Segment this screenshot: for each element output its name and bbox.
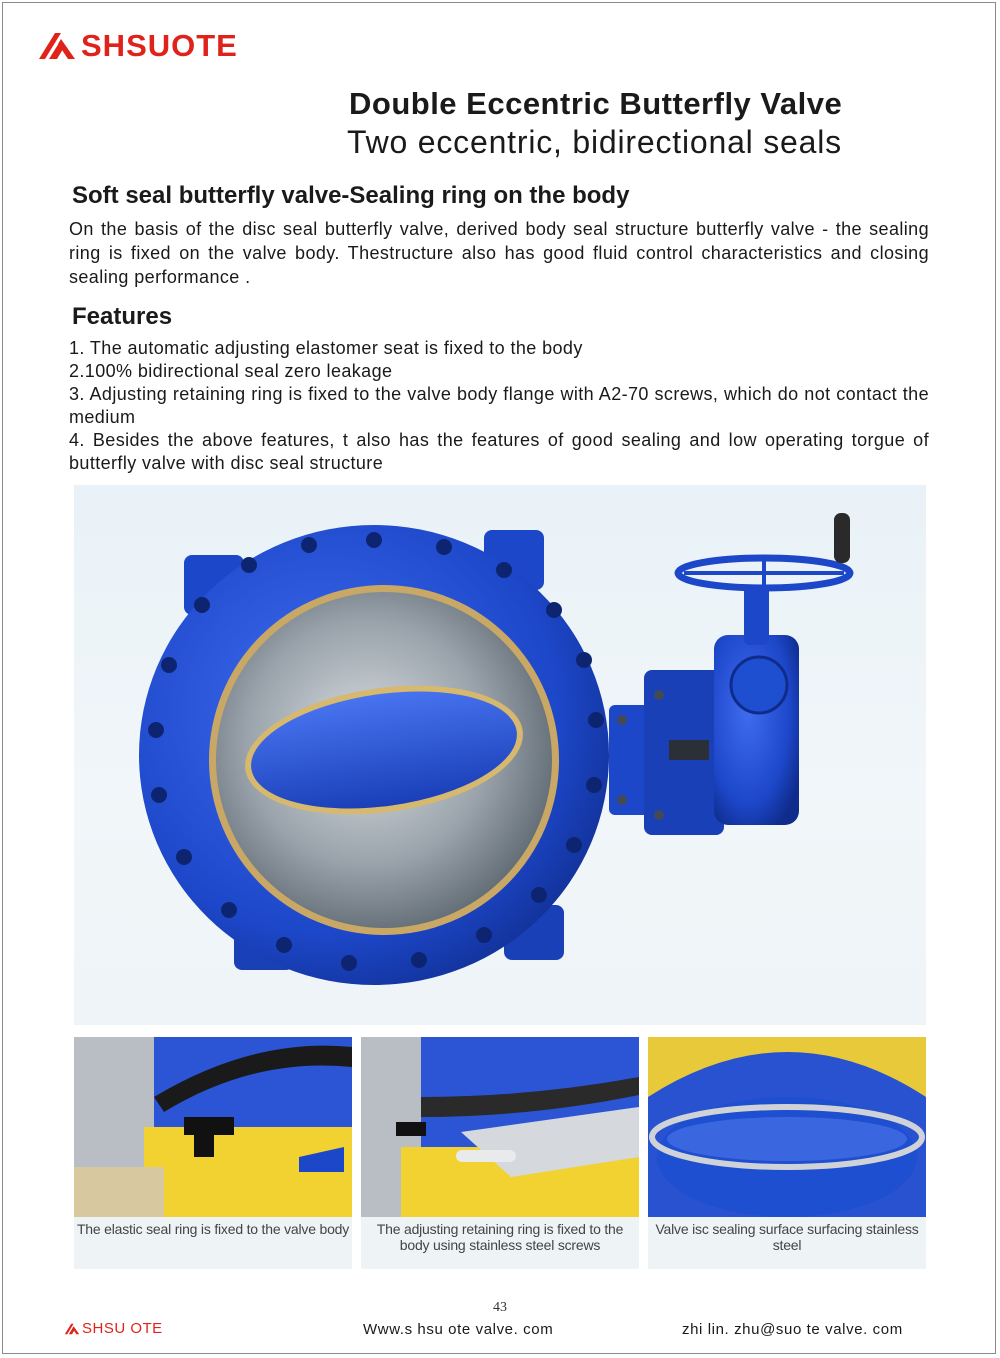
section-heading: Soft seal butterfly valve-Sealing ring on the body <box>72 182 630 209</box>
footer-brand-name: SHSU OTE <box>82 1320 163 1337</box>
footer-email-link[interactable]: zhi lin. zhu@suo te valve. com <box>682 1321 903 1338</box>
detail-panel-retaining-ring <box>361 1037 639 1269</box>
panel-caption: The adjusting retaining ring is fixed to the body using stainless steel screws <box>376 1221 624 1253</box>
features-heading: Features <box>72 303 173 330</box>
feature-item: 4. Besides the above features, t also has the features of good sealing and low operating torgue of butterfly valve with disc seal structure <box>69 430 929 473</box>
brand-mark-icon <box>37 31 77 61</box>
footer-brand-logo <box>64 1320 163 1337</box>
feature-item: 3. Adjusting retaining ring is fixed to the valve body flange with A2-70 screws, which do not contact the medium <box>69 384 929 427</box>
feature-item: 2.100% bidirectional seal zero leakage <box>69 361 393 381</box>
page-number: 43 <box>493 1300 507 1315</box>
butterfly-valve-photo <box>74 485 926 1025</box>
detail-panel-seal-ring <box>74 1037 352 1269</box>
section-body: On the basis of the disc seal butterfly valve, derived body seal structure butterfly valve - the sealing ring is fixed on the valve body. Thestructure also has good fluid control characteristics and closing sealing performance . <box>69 219 929 287</box>
page-subtitle: Two eccentric, bidirectional seals <box>347 124 842 160</box>
butterfly-valve-illustration <box>74 485 926 1025</box>
disc-sealing-detail-photo <box>648 1037 926 1217</box>
detail-panel-disc-sealing <box>648 1037 926 1269</box>
features-list <box>69 337 929 475</box>
seal-ring-detail-photo <box>74 1037 352 1217</box>
feature-item: 1. The automatic adjusting elastomer seat is fixed to the body <box>69 338 583 358</box>
retaining-ring-detail-photo <box>361 1037 639 1217</box>
brand-mark-icon <box>64 1323 80 1335</box>
page-title: Double Eccentric Butterfly Valve <box>349 86 843 121</box>
footer-website-link[interactable]: Www.s hsu ote valve. com <box>363 1321 554 1338</box>
panel-caption: The elastic seal ring is fixed to the valve body <box>76 1221 350 1237</box>
panel-caption: Valve isc sealing surface surfacing stainless steel <box>655 1221 919 1253</box>
brand-logo <box>37 30 238 61</box>
brand-name: SHSUOTE <box>81 28 238 63</box>
